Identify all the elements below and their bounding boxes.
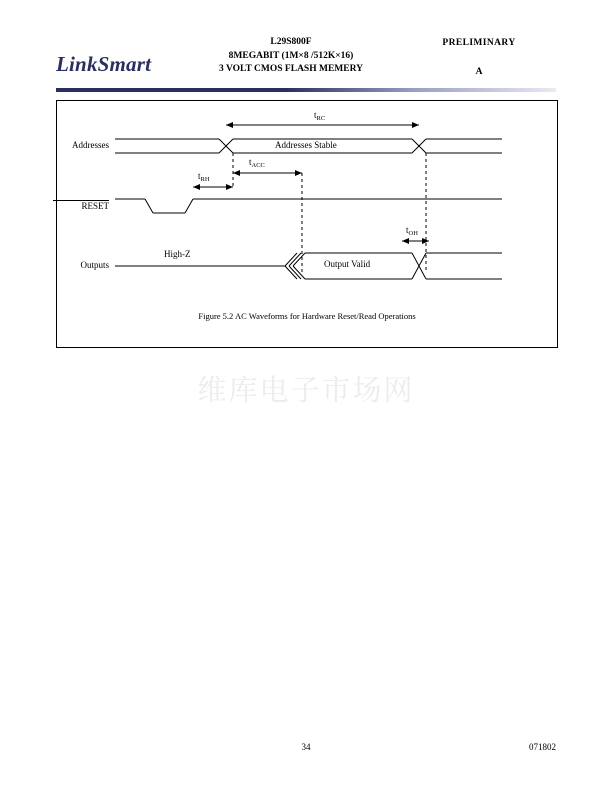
document-title-block: [176, 36, 406, 77]
t-oh-label: $t_{OH}$: [406, 225, 418, 237]
title-line-1: 8MEGABIT (1M×8 /512K×16): [228, 50, 354, 61]
t-rc-label: $t_{RC}$: [314, 110, 326, 122]
company-logo: LinkSmart: [56, 52, 152, 76]
revision-label: A: [475, 67, 483, 77]
part-number: L29S800F: [270, 37, 312, 47]
high-z-text: High-Z: [164, 249, 191, 259]
page-header: [0, 0, 612, 92]
output-valid-text: Output Valid: [324, 259, 371, 269]
addresses-stable-text: Addresses Stable: [275, 140, 337, 150]
figure-caption: Figure 5.2 AC Waveforms for Hardware Reset/Read Operations: [198, 311, 416, 321]
header-divider: [56, 88, 556, 92]
t-acc-label: $t_{ACC}$: [249, 157, 265, 169]
signal-label-addresses: Addresses: [72, 140, 109, 150]
t-rh-label: $t_{RH}$: [198, 171, 210, 183]
page-number: 34: [301, 742, 311, 752]
document-code: 071802: [529, 742, 556, 752]
signal-label-outputs: Outputs: [80, 260, 109, 270]
timing-diagram-figure: [56, 100, 558, 348]
signal-label-reset: RESET: [53, 200, 109, 211]
preliminary-label: PRELIMINARY: [442, 38, 516, 48]
title-line-2: 3 VOLT CMOS FLASH MEMERY: [219, 64, 363, 74]
watermark-text: 维库电子市场网: [197, 373, 415, 407]
